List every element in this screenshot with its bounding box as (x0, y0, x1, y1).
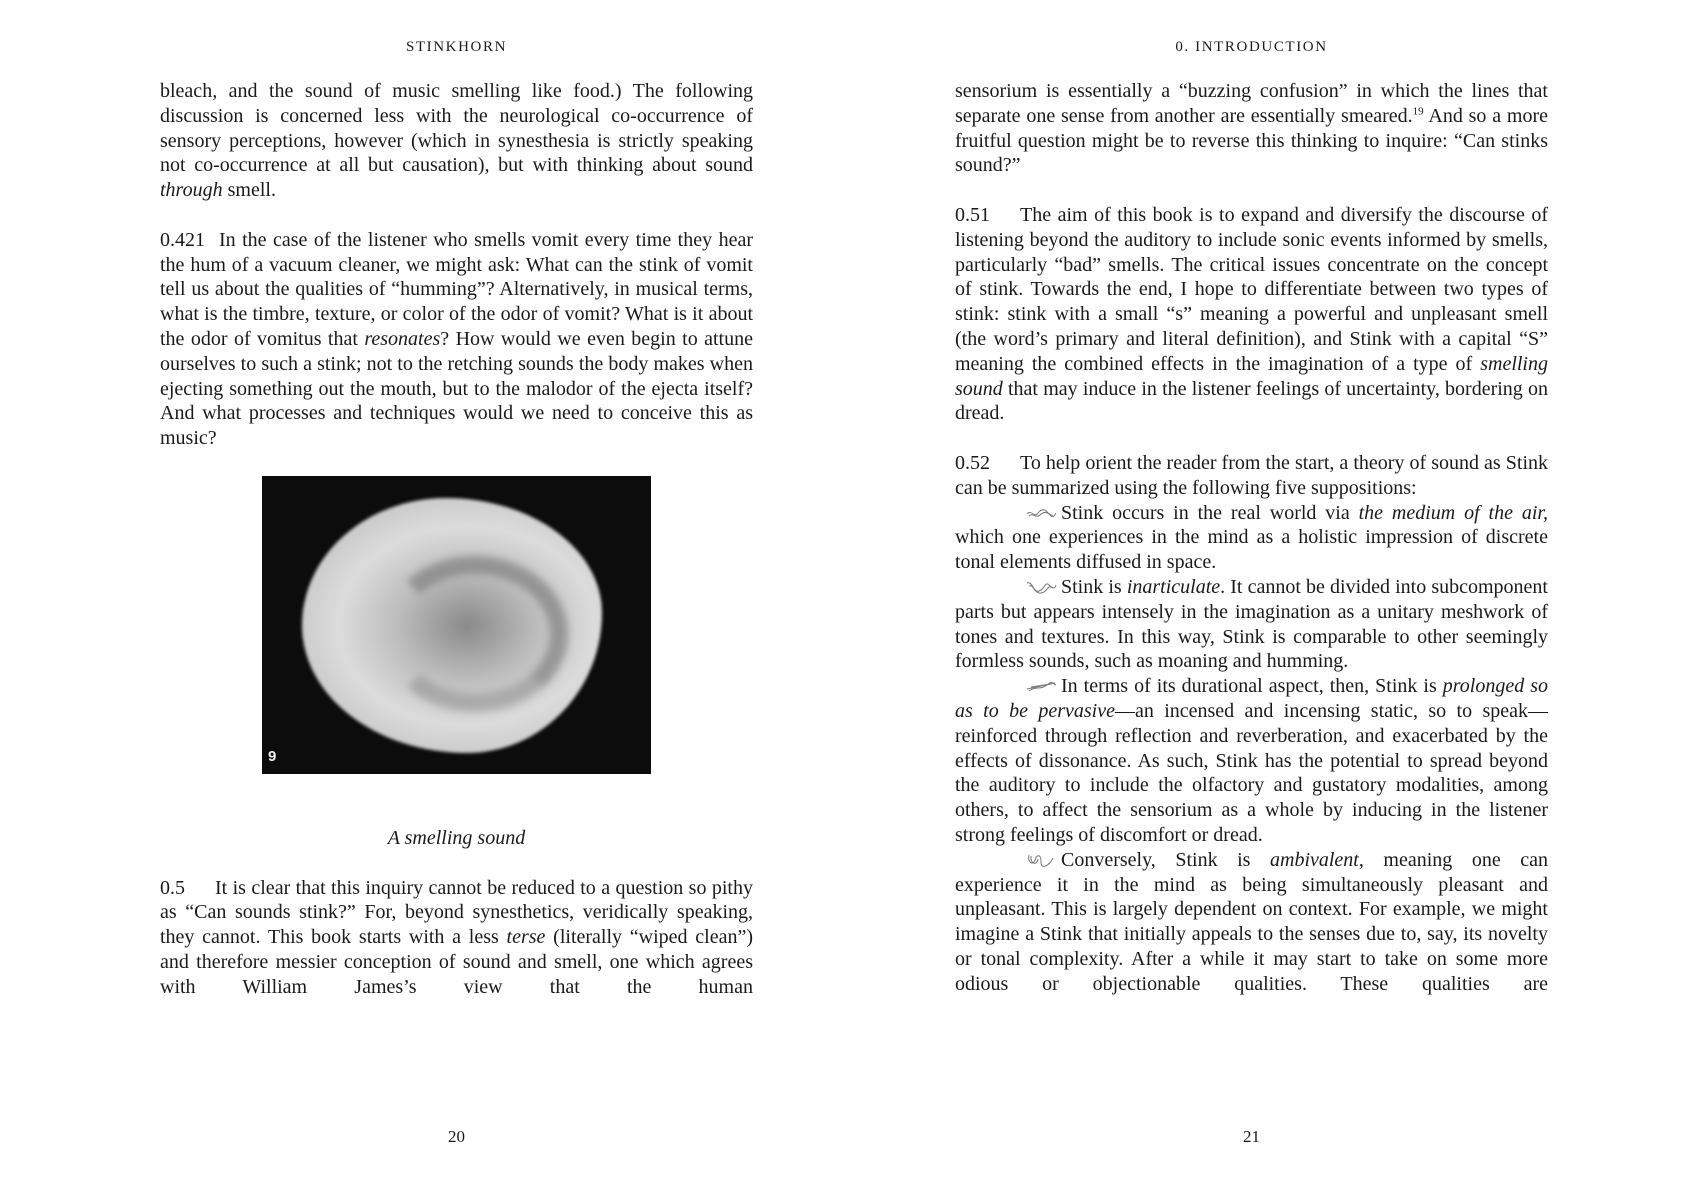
numbered-paragraph (160, 228, 753, 451)
section-number: 0.5 (160, 876, 185, 899)
text-run: . It cannot be divided into subcomponent parts but appears intensely in the imagination as a unitary meshwork of tones and textures. In this way, Stink is comparable to other seemingly formless sounds, such as moaning and humming. (955, 575, 1548, 673)
running-head: STINKHORN (405, 39, 508, 55)
paragraph (955, 79, 1548, 178)
page-body (160, 79, 753, 1000)
text-run: sensorium is essentially a “buzzing confusion” in which the lines that separate one sense from another are essentially smeared. (955, 80, 1548, 127)
paragraphs (160, 79, 753, 451)
text-run: smell. (222, 179, 276, 202)
text-run: And so a more fruitful question might be to reverse this thinking to inquire: “Can stinks sound?” (955, 104, 1548, 177)
text-run: which one experiences in the mind as a holistic impression of discrete tonal elements diffused in space. (955, 526, 1548, 574)
text-run: In terms of its durational aspect, then, Stink is (1061, 675, 1443, 698)
suppositions-list (955, 501, 1548, 997)
numbered-paragraph (955, 451, 1548, 501)
italic-text: the medium of the air, (1358, 501, 1548, 524)
swirl-shape (382, 556, 568, 712)
italic-text: smelling sound (955, 352, 1548, 400)
wave-ornament-1-icon (1025, 503, 1057, 519)
text-run: In the case of the listener who smells vomit every time they hear the hum of a vacuum cleaner, we might ask: What can the stink of vomit tell us about the qualities of “humming”? Alternatively, in musical terms, what is the timbre, texture, or color of the odor of vomit? What is it about the odor of vomitus that (160, 228, 753, 350)
wave-ornament-2-icon (1025, 577, 1057, 593)
text-run: Stink occurs in the real world via (1061, 501, 1359, 524)
supposition-item (955, 501, 1548, 575)
italic-text: through (160, 179, 223, 202)
wave-ornament-4-icon (1025, 850, 1057, 866)
supposition-item (955, 674, 1548, 848)
wave-ornament-3-icon (1025, 676, 1057, 692)
running-head: 0. INTRODUCTION (1175, 39, 1328, 55)
text-run: To help orient the reader from the start, a theory of sound as Stink can be summarized using the following five suppositions: (955, 451, 1548, 499)
paragraph (160, 79, 753, 203)
italic-text: ambivalent (1270, 848, 1359, 871)
paragraphs (160, 876, 753, 1000)
text-run: ? How would we even begin to attune ourselves to such a stink; not to the retching sounds the body makes when ejecting something out the mouth, but to the malodor of the ejecta itself? And what processes and techniques would we need to conceive this as music? (160, 327, 753, 450)
paragraphs (955, 79, 1548, 501)
text-run: , meaning one can experience it in the mind as being simultaneously pleasant and unpleasant. This is largely dependent on context. For example, we might imagine a Stink that initially appeals to the senses due to, say, its novelty or tonal complexity. After a while it may start to take on some more odious or objectionable qualities. These qualities are (955, 848, 1548, 995)
text-run: that may induce in the listener feelings of uncertainty, bordering on dread. (955, 377, 1548, 425)
section-number: 0.52 (955, 451, 990, 474)
right-page (955, 0, 1548, 1200)
footnote-reference[interactable]: 19 (1412, 105, 1424, 118)
page-number: 21 (1243, 1127, 1260, 1146)
section-number: 0.421 (160, 228, 205, 251)
numbered-paragraph (955, 203, 1548, 426)
figure-label: 9 (268, 747, 277, 765)
text-run: The aim of this book is to expand and diversify the discourse of listening beyond the auditory to include sonic events informed by smells, particularly “bad” smells. The critical issues concentrate on the concept of stink. Towards the end, I hope to differentiate between two types of stink: stink with a small “s” meaning a powerful and unpleasant smell (the word’s primary and literal definition), and Stink with a capital “S” meaning the combined effects in the imagination of a type of (955, 203, 1548, 375)
italic-text: inarticulate (1126, 575, 1221, 598)
italic-text: prolonged so as to be pervasive (955, 675, 1548, 722)
text-run: It is clear that this inquiry cannot be reduced to a question so pithy as “Can sounds stink?” For, beyond synesthetics, veridically speaking, they cannot. This book starts with a less (160, 876, 753, 949)
supposition-item (955, 575, 1548, 674)
page-body (955, 79, 1548, 996)
text-run: Conversely, Stink is (1061, 848, 1270, 871)
text-run: (literally “wiped clean”) and therefore messier conception of sound and smell, one which agrees with William James’s view that the human (160, 926, 754, 998)
italic-text: resonates (364, 327, 441, 350)
supposition-item (955, 848, 1548, 997)
figure-caption: A smelling sound (387, 826, 526, 849)
text-run: Stink is (1061, 575, 1127, 598)
numbered-paragraph (160, 876, 753, 1000)
left-page (160, 0, 753, 1200)
page-number: 20 (448, 1127, 465, 1146)
section-number: 0.51 (955, 203, 990, 226)
text-run: bleach, and the sound of music smelling like food.) The following discussion is concerned less with the neurological co-occurrence of sensory perceptions, however (which in synesthesia is strictly speaking not co-occurrence at all but causation), but with thinking about sound (160, 80, 753, 177)
text-run: —an incensed and incensing static, so to speak—reinforced through reflection and reverberation, and exacerbated by the effects of dissonance. As such, Stink has the potential to spread beyond the auditory to include the olfactory and gustatory modalities, among others, to affect the sensorium as a whole by inducing in the listener strong feelings of discomfort or dread. (955, 699, 1548, 846)
italic-text: terse (506, 926, 546, 949)
figure-image (262, 476, 651, 774)
